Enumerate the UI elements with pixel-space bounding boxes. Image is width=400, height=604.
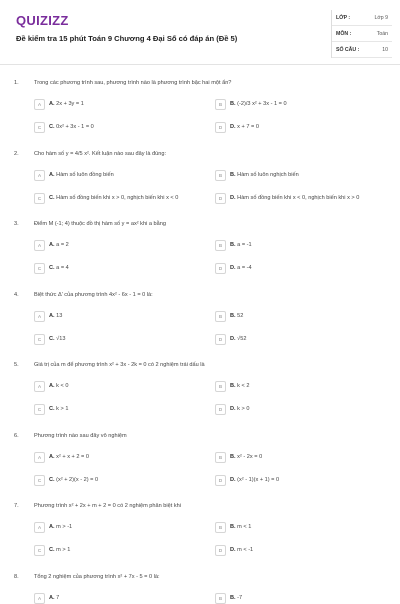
option-text: √52 [237,335,247,342]
question-number: 6. [14,432,19,439]
option-letter: C. [49,476,55,483]
option-text: 7 [56,594,60,601]
question-number: 7. [14,503,19,509]
option-checkbox[interactable]: A [34,99,45,110]
option-text: m < -1 [237,547,254,553]
option-letter: C. [49,335,55,342]
option-label [49,406,68,412]
option-checkbox[interactable]: B [215,240,226,251]
option-letter: B. [230,242,236,248]
option-text: k < 2 [237,383,250,389]
option-letter: B. [230,383,236,389]
option-text: m > 1 [56,547,71,553]
option-label [49,195,178,201]
question-number: 1. [14,80,19,86]
option-letter: A. [49,171,55,178]
option-checkbox[interactable]: D [215,404,226,415]
option-label [49,547,70,553]
option-letter: A. [49,594,55,601]
question-text: Tổng 2 nghiệm của phương trình x² + 7x - 5 = 0 là: [34,573,160,580]
option-text: √13 [56,335,66,342]
option-letter: D. [230,194,236,201]
question-number: 4. [14,291,19,298]
option-letter: A. [49,453,55,460]
meta-value: 10 [382,47,388,53]
option-label [49,101,84,107]
option-label [230,524,251,530]
option-label [49,124,94,130]
option-label [230,265,252,271]
option-checkbox[interactable]: A [34,240,45,251]
option-text: k > 1 [56,406,69,412]
option-text: 2x + 3y = 1 [56,101,84,107]
quiz-meta-table [331,10,392,58]
option-letter: B. [230,312,236,319]
option-label [230,547,253,553]
option-label [49,336,65,342]
option-letter: B. [230,101,236,107]
question-text: Điểm M (-1; 4) thuộc đồ thị hàm số y = ax² khi a bằng [34,221,166,227]
quizizz-logo[interactable]: QUIZIZZ [16,13,69,28]
option-checkbox[interactable]: A [34,311,45,322]
question-number: 8. [14,573,19,580]
option-text: x² + x + 2 = 0 [56,453,89,460]
option-letter: C. [49,265,55,271]
question-text: Cho hàm số y = 4/5 x². Kết luận nào sau đây là đúng: [34,150,167,157]
option-checkbox[interactable]: B [215,311,226,322]
option-label [49,265,69,271]
option-label [230,242,252,248]
option-letter: D. [230,335,236,342]
option-text: 52 [237,312,244,319]
meta-value: Lớp 9 [374,15,388,21]
option-label [230,383,249,389]
question-text: Trong các phương trình sau, phương trình nào là phương trình bậc hai một ẩn? [34,80,232,86]
option-letter: A. [49,242,55,248]
option-label [49,242,69,248]
option-checkbox[interactable]: C [34,263,45,274]
option-letter: C. [49,194,55,201]
option-checkbox[interactable]: D [215,193,226,204]
option-text: a = -4 [237,265,252,271]
option-label [49,172,114,178]
option-checkbox[interactable]: D [215,263,226,274]
option-letter: A. [49,524,55,530]
option-label [49,477,98,483]
option-label [230,406,249,412]
question-text: Giá trị của m để phương trình x² + 3x - 2k = 0 có 2 nghiệm trái dấu là [34,362,205,368]
option-checkbox[interactable]: C [34,193,45,204]
option-checkbox[interactable]: A [34,452,45,463]
option-label [230,101,287,107]
option-text: k < 0 [56,383,69,389]
option-label [230,124,259,130]
option-letter: C. [49,406,55,412]
option-label [49,383,68,389]
option-checkbox[interactable]: B [215,593,226,604]
option-text: -7 [237,594,243,601]
option-text: a = 4 [56,265,69,271]
meta-key: SỐ CÂU : [336,47,360,53]
meta-row-count [332,42,392,58]
option-checkbox[interactable]: B [215,99,226,110]
option-text: (-2)/3 x² + 3x - 1 = 0 [237,101,287,107]
option-label [49,313,62,319]
question-number: 5. [14,362,19,368]
option-checkbox[interactable]: B [215,170,226,181]
question-number: 2. [14,150,19,157]
question-text: Phương trình x² + 2x + m + 2 = 0 có 2 nghiệm phân biệt khi [34,503,182,509]
option-text: a = -1 [237,242,252,248]
option-checkbox[interactable]: A [34,170,45,181]
option-letter: C. [49,547,55,553]
option-text: a = 2 [56,242,69,248]
option-letter: B. [230,594,236,601]
option-checkbox[interactable]: C [34,122,45,133]
option-checkbox[interactable]: C [34,334,45,345]
option-label [230,195,359,201]
option-checkbox[interactable]: D [215,122,226,133]
option-text: m > -1 [56,524,73,530]
option-letter: A. [49,383,55,389]
option-letter: D. [230,406,236,412]
option-label [230,313,243,319]
option-checkbox[interactable]: C [34,475,45,486]
meta-key: MÔN : [336,31,352,37]
option-text: 0x² + 3x - 1 = 0 [56,124,94,130]
quiz-header [0,0,400,65]
option-letter: B. [230,453,236,460]
option-letter: D. [230,265,236,271]
option-letter: B. [230,524,236,530]
meta-row-class [332,10,392,26]
question-text: Biệt thức Δ' của phương trình 4x² - 6x - 1 = 0 là: [34,291,153,298]
option-text: 13 [56,312,63,319]
meta-value: Toán [376,31,388,37]
option-letter: D. [230,124,236,130]
option-checkbox[interactable]: B [215,381,226,392]
option-checkbox[interactable]: D [215,545,226,556]
option-checkbox[interactable]: A [34,381,45,392]
option-text: x² - 2x = 0 [237,453,263,460]
option-checkbox[interactable]: D [215,475,226,486]
option-checkbox[interactable]: C [34,404,45,415]
option-letter: D. [230,547,236,553]
option-letter: A. [49,101,55,107]
option-text: x + 7 = 0 [237,124,259,130]
option-letter: A. [49,312,55,319]
option-text: k > 0 [237,406,250,412]
option-text: Hàm số luôn nghịch biến [237,171,299,178]
option-letter: B. [230,171,236,178]
option-label [49,454,89,460]
option-letter: D. [230,476,236,483]
page-title: Đề kiểm tra 15 phút Toán 9 Chương 4 Đại Số có đáp án (Đề 5) [16,34,238,43]
option-label [230,477,279,483]
option-checkbox[interactable]: A [34,522,45,533]
meta-row-subject [332,26,392,42]
meta-key: LỚP : [336,15,351,21]
option-label [49,524,72,530]
option-label [230,454,262,460]
option-text: (x² + 2)(x - 2) = 0 [56,476,99,483]
option-letter: C. [49,124,55,130]
option-checkbox[interactable]: B [215,452,226,463]
option-label [230,336,246,342]
option-checkbox[interactable]: C [34,545,45,556]
option-text: m < 1 [237,524,252,530]
option-text: Hàm số đồng biến khi x < 0, nghịch biến khi x > 0 [237,194,360,201]
question-number: 3. [14,221,19,227]
option-checkbox[interactable]: A [34,593,45,604]
option-label [230,172,299,178]
option-checkbox[interactable]: B [215,522,226,533]
option-checkbox[interactable]: D [215,334,226,345]
question-text: Phương trình nào sau đây vô nghiệm [34,432,127,439]
option-text: Hàm số luôn đồng biến [56,171,114,178]
option-text: (x² - 1)(x + 1) = 0 [237,476,280,483]
option-text: Hàm số đồng biến khi x > 0, nghịch biến khi x < 0 [56,194,179,201]
